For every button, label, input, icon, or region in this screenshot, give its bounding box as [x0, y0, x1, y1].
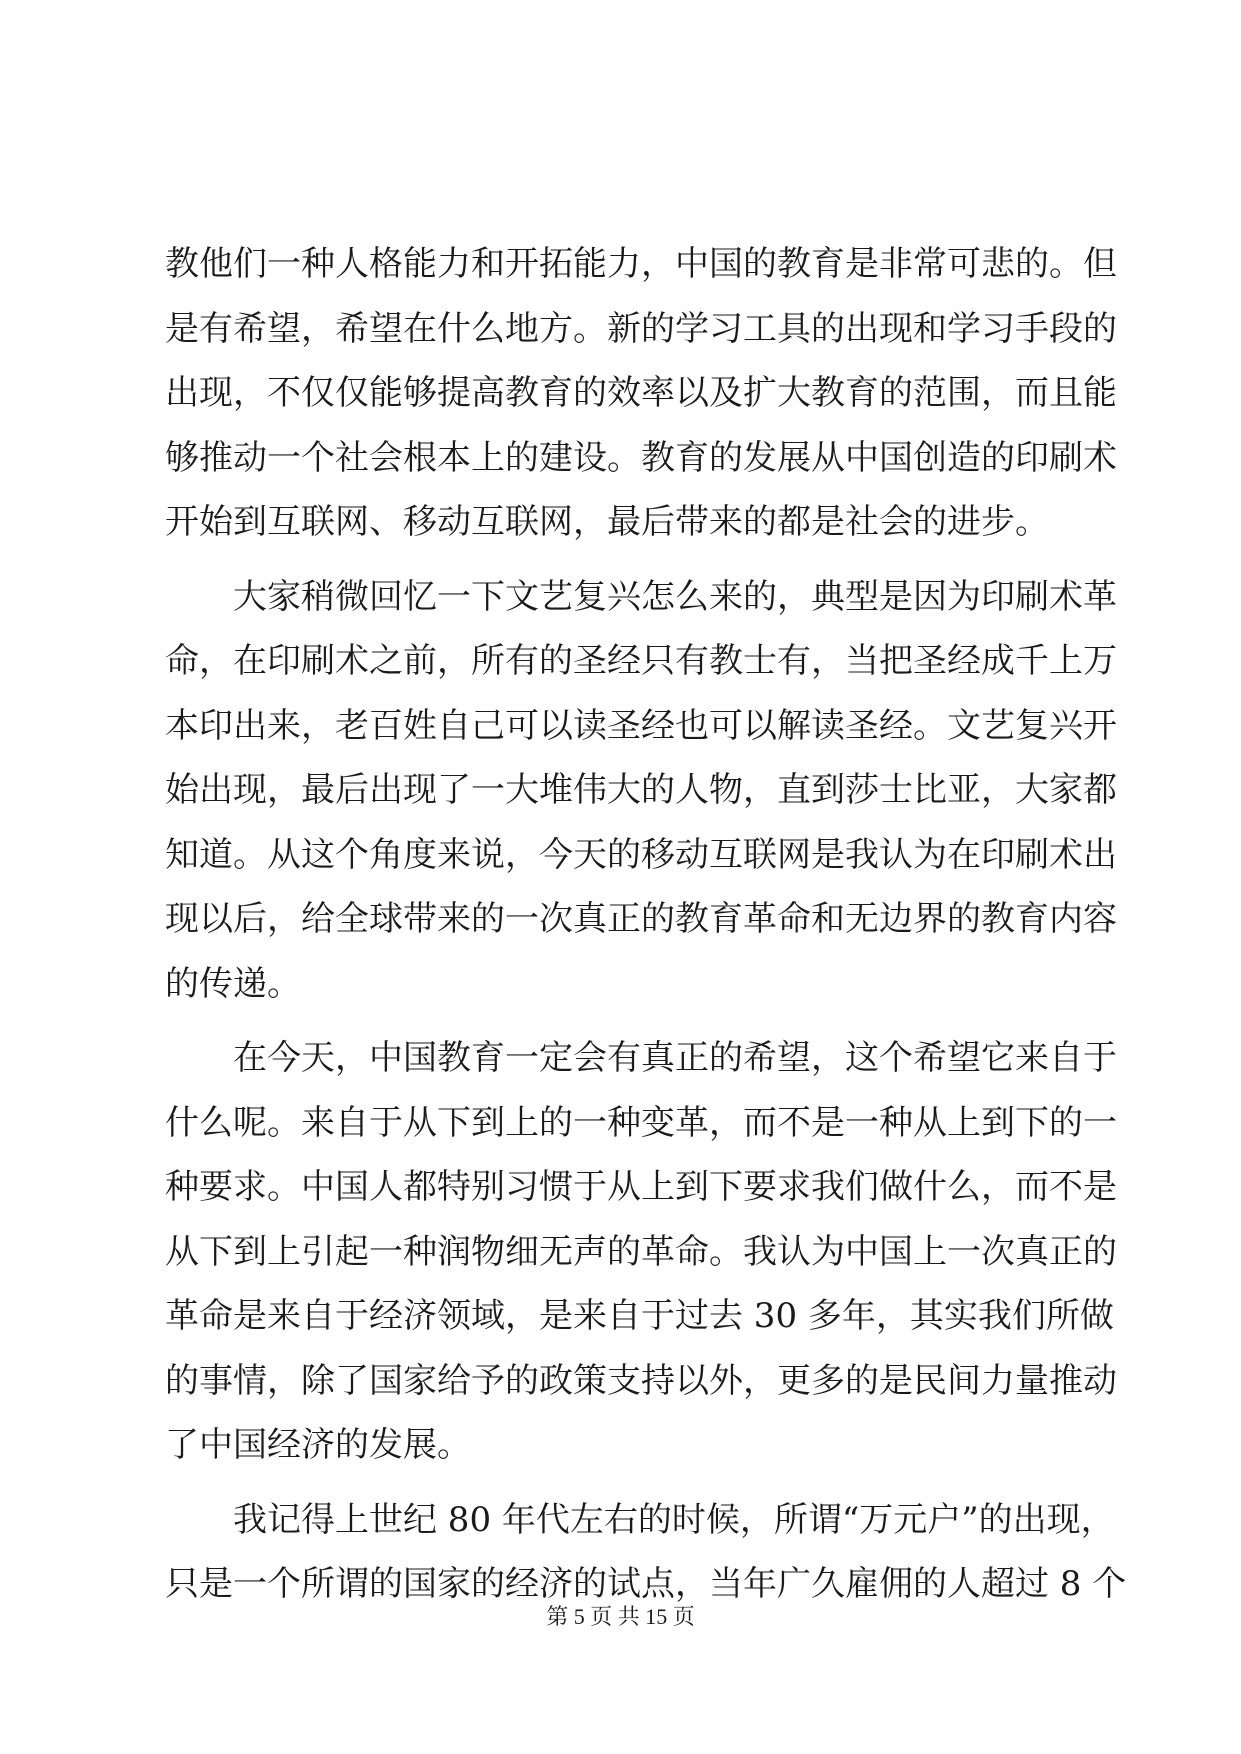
text-line: 在今天，中国教育一定会有真正的希望，这个希望它来自于 — [233, 1038, 1117, 1078]
text-line: 从下到上引起一种润物细无声的革命。我认为中国上一次真正的 — [165, 1231, 1117, 1272]
text-line: 什么呢。来自于从下到上的一种变革，而不是一种从上到下的一 — [165, 1102, 1117, 1143]
text-line: 的事情，除了国家给予的政策支持以外，更多的是民间力量推动 — [165, 1360, 1117, 1401]
text-line: 我记得上世纪 80 年代左右的时候，所谓“万元户”的出现， — [233, 1499, 1115, 1540]
page-number-footer: 第 5 页 共 15 页 — [546, 1604, 695, 1629]
text-line: 教他们一种人格能力和开拓能力，中国的教育是非常可悲的。但 — [165, 244, 1117, 284]
text-line: 本印出来，老百姓自己可以读圣经也可以解读圣经。文艺复兴开 — [165, 705, 1117, 746]
text-line: 种要求。中国人都特别习惯于从上到下要求我们做什么，而不是 — [165, 1167, 1117, 1207]
text-line: 只是一个所谓的国家的经济的试点，当年广久雇佣的人超过 8 个 — [165, 1564, 1127, 1604]
paragraph — [165, 1026, 1117, 1478]
text-line: 出现，不仅仅能够提高教育的效率以及扩大教育的范围，而且能 — [165, 373, 1117, 413]
paragraph — [165, 232, 1117, 555]
paragraph — [165, 565, 1117, 1017]
text-line: 始出现，最后出现了一大堆伟大的人物，直到莎士比亚，大家都 — [165, 770, 1117, 810]
body-text — [165, 232, 1127, 1617]
text-line: 了中国经济的发展。 — [165, 1425, 471, 1465]
text-line: 的传递。 — [165, 963, 301, 1004]
text-line: 知道。从这个角度来说，今天的移动互联网是我认为在印刷术出 — [165, 834, 1117, 875]
text-line: 现以后，给全球带来的一次真正的教育革命和无边界的教育内容 — [165, 899, 1117, 939]
text-line: 大家稍微回忆一下文艺复兴怎么来的，典型是因为印刷术革 — [233, 576, 1117, 617]
text-line: 革命是来自于经济领域，是来自于过去 30 多年，其实我们所做 — [165, 1296, 1114, 1336]
text-line: 够推动一个社会根本上的建设。教育的发展从中国创造的印刷术 — [165, 437, 1117, 478]
paragraph — [165, 1488, 1127, 1617]
text-line: 是有希望，希望在什么地方。新的学习工具的出现和学习手段的 — [165, 308, 1117, 349]
text-line: 开始到互联网、移动互联网，最后带来的都是社会的进步。 — [165, 502, 1049, 542]
text-line: 命，在印刷术之前，所有的圣经只有教士有，当把圣经成千上万 — [165, 641, 1117, 681]
